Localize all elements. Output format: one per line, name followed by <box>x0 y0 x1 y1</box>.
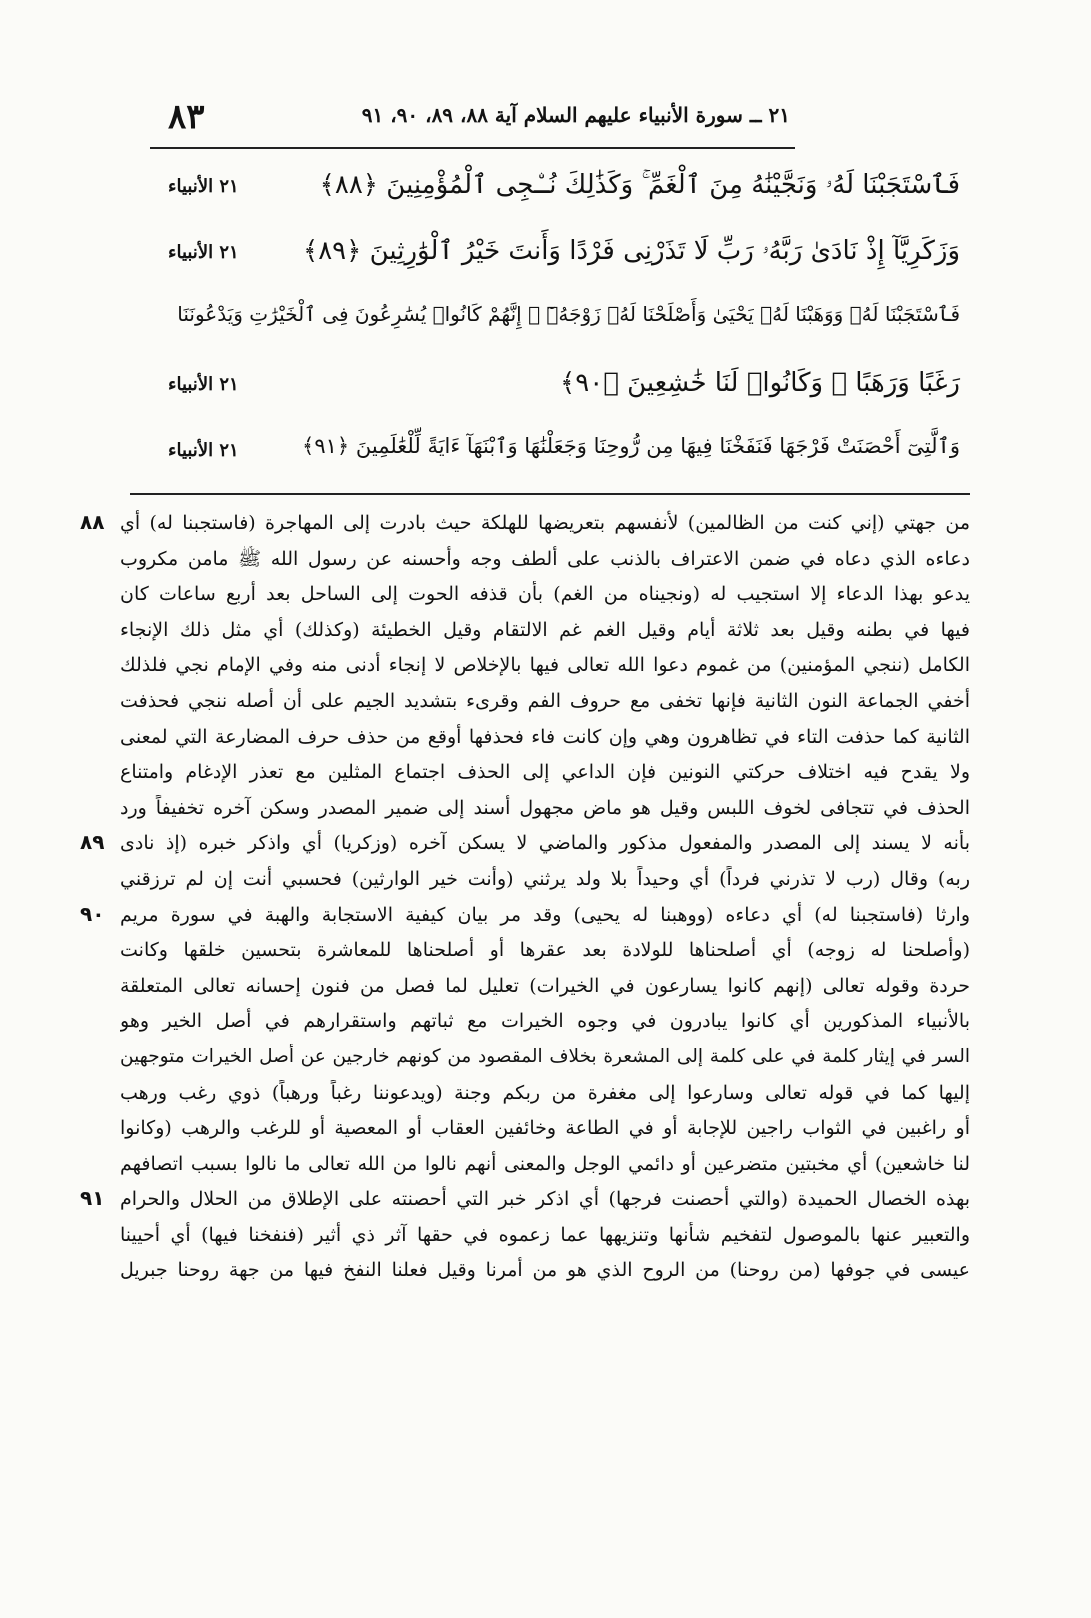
commentary-line <box>80 1182 970 1218</box>
commentary-text: من جهتي (إني كنت من الظالمين) لأنفسهم بتعريضها للهلكة حيث بادرت إلى المهاجرة (فاستجبنا له) أي <box>120 512 970 534</box>
commentary-line <box>80 898 970 934</box>
running-title: ٢١ ــ سورة الأنبياء عليهم السلام آية ٨٨، ٨٩، ٩٠، ٩١ <box>361 103 790 127</box>
commentary-text: الثانية كما حذفت التاء في تظاهرون وهي وإن كانت فاء فحذفها أوقع من حذف حرف المضارعة التي لمعنى <box>120 725 970 748</box>
verse-number-marker: ٨٩ <box>80 830 105 855</box>
commentary-line <box>80 862 970 898</box>
commentary-line <box>80 1004 970 1040</box>
commentary-line <box>80 755 970 791</box>
verse-number-marker: ٩١ <box>80 1186 105 1211</box>
commentary-line <box>80 1147 970 1183</box>
commentary-line <box>80 720 970 756</box>
commentary-text: الحذف في تتجافى لخوف اللبس وقيل هو ماض مجهول أسند إلى ضمير المصدر وسكن آخره تخفيفاً ورد <box>120 796 970 819</box>
commentary-text: إليها كما في قوله تعالى وسارعوا إلى مغفرة من ربكم وجنة (ويدعوننا رغباً ورهباً) ذوي رغب ورهب <box>120 1081 970 1104</box>
verse-line <box>150 358 960 424</box>
commentary-text: وارثا (فاستجبنا له) أي دعاءه (ووهبنا له يحيى) وقد مر بيان كيفية الاستجابة والهبة في سورة مريم <box>120 903 970 926</box>
section-divider <box>130 493 970 495</box>
commentary-text: بأنه لا يسند إلى المصدر والمفعول مذكور والماضي لا يسكن آخره (وزكريا) أي واذكر خبره (إذ نادى <box>120 832 970 855</box>
commentary-text: دعاءه الذي دعاه في ضمن الاعتراف بالذنب على ألطف وجه وأحسنه عن رسول الله ﷺ مامن مكروب <box>120 547 970 570</box>
commentary-line <box>80 506 970 542</box>
verse-line <box>150 226 960 292</box>
commentary-text: بالأنبياء المذكورين أي كانوا يبادرون في وجوه الخيرات مع ثباتهم واستقرارهم في أصل الخير وهو <box>120 1010 970 1033</box>
verse-reference: ٢١ الأنبياء <box>168 440 239 461</box>
verse-number-marker: ٩٠ <box>80 901 105 926</box>
commentary-line <box>80 791 970 827</box>
verse-text: وَٱلَّتِىٓ أَحْصَنَتْ فَرْجَهَا فَنَفَخْنَا فِيهَا مِن رُّوحِنَا وَجَعَلْنَٰهَا وَٱبْنَهَآ ءَايَةً لِّلْعَٰلَمِينَ ﴿٩١﴾ <box>302 434 960 458</box>
commentary-line <box>80 542 970 578</box>
commentary-line <box>80 933 970 969</box>
verse-reference: ٢١ الأنبياء <box>168 374 239 395</box>
commentary-line <box>80 1111 970 1147</box>
commentary-line <box>80 1040 970 1076</box>
commentary-text: (وأصلحنا له زوجه) أي أصلحناها للولادة بعد عقرها أو أصلحناها للمعاشرة بتحسين خلقها وكانت <box>120 939 970 962</box>
page-header <box>150 95 790 145</box>
commentary-line <box>80 577 970 613</box>
commentary-text: الكامل (ننجي المؤمنين) من غموم دعوا الله تعالى فيها بالإخلاص لا إنجاء أدنى منه وفي الإمام نجي فلذلك <box>120 654 970 677</box>
quran-verses <box>150 160 960 490</box>
verse-number-marker: ٨٨ <box>80 510 105 534</box>
commentary <box>80 506 970 1289</box>
verse-line <box>150 292 960 358</box>
page-number: ٨٣ <box>168 97 205 137</box>
verse-text: وَزَكَرِيَّآ إِذْ نَادَىٰ رَبَّهُۥ رَبِّ لَا تَذَرْنِى فَرْدًا وَأَنتَ خَيْرُ ٱلْوَٰرِثِينَ ﴿٨٩﴾ <box>302 236 960 266</box>
verse-reference: ٢١ الأنبياء <box>168 176 239 197</box>
verse-text: رَغَبًا وَرَهَبًا ۖ وَكَانُوا۟ لَنَا خَٰشِعِينَ ﴿٩٠﴾ <box>560 368 960 398</box>
commentary-text: أو راغبين في الثواب راجين للإجابة أو في الطاعة وخائفين العقاب أو المعصية أو للرغب والرهب (وكانوا <box>120 1117 970 1140</box>
verse-text: فَٱسْتَجَبْنَا لَهُۥ وَنَجَّيْنَٰهُ مِنَ ٱلْغَمِّ ۚ وَكَذَٰلِكَ نُـۨجِى ٱلْمُؤْمِنِينَ ﴿٨٨﴾ <box>319 170 960 200</box>
commentary-line <box>80 969 970 1005</box>
verse-line <box>150 424 960 490</box>
commentary-text: والتعبير عنها بالموصول لتفخيم شأنها وتنزيهها عما زعموه في حقها آثر ذي أثير (فنفخنا فيها) أي أحيينا <box>120 1223 970 1246</box>
commentary-text: السر في إيثار كلمة في على كلمة إلى المشعرة بخلاف المقصود من كونهم خارجين عن أصل الخيرات متوجهين <box>120 1045 970 1067</box>
commentary-text: أخفي الجماعة النون الثانية فإنها تخفى مع حروف الفم وقرىء بتشديد الجيم على أن أصله ننجي فحذفت <box>120 689 970 712</box>
commentary-line <box>80 613 970 649</box>
commentary-text: فيها في بطنه وقيل بعد ثلاثة أيام وقيل الغم غم الالتقام وقيل الخطيئة (وكذلك) أي مثل ذلك الإنجاء <box>120 618 970 641</box>
commentary-text: حردة وقوله تعالى (إنهم كانوا يسارعون في الخيرات) تعليل لما فصل من فنون إحسانه تعالى المتعلقة <box>120 974 970 997</box>
commentary-text: ربه) وقال (رب لا تذرني فرداً) أي وحيداً بلا ولد يرثني (وأنت خير الوارثين) فحسبي أنت إن لم ترزقني <box>120 867 970 890</box>
commentary-text: لنا خاشعين) أي مخبتين متضرعين أو دائمي الوجل والمعنى أنهم نالوا من الله تعالى ما نالوا بسبب اتصافهم <box>120 1152 970 1175</box>
verse-line <box>150 160 960 226</box>
commentary-text: يدعو بهذا الدعاء إلا استجيب له (ونجيناه من الغم) بأن قذفه الحوت إلى الساحل بعد أربع ساعات كان <box>120 583 970 606</box>
verse-reference: ٢١ الأنبياء <box>168 242 239 263</box>
verse-text: فَٱسْتَجَبْنَا لَهُۥ وَوَهَبْنَا لَهُۥ يَحْيَىٰ وَأَصْلَحْنَا لَهُۥ زَوْجَهُۥٓ ۚ إِنَّهُمْ كَانُوا۟ يُسَٰرِعُونَ فِى ٱلْخَيْرَٰتِ وَيَدْعُونَنَا <box>177 302 960 326</box>
commentary-line <box>80 684 970 720</box>
commentary-line <box>80 648 970 684</box>
commentary-text: ولا يقدح فيه اختلاف حركتي النونين فإن الداعي إلى الحذف اجتماع المثلين مع تعذر الإدغام وامتناع <box>120 761 970 784</box>
commentary-text: عيسى في جوفها (من روحنا) من الروح الذي هو من أمرنا وقيل فعلنا النفخ فيها من جهة روحنا جبريل <box>120 1259 970 1282</box>
commentary-text: بهذه الخصال الحميدة (والتي أحصنت فرجها) أي اذكر خبر التي أحصنته على الإطلاق من الحلال والحرام <box>120 1188 970 1211</box>
commentary-line <box>80 1253 970 1289</box>
commentary-line <box>80 1218 970 1254</box>
commentary-line <box>80 1076 970 1112</box>
commentary-line <box>80 826 970 862</box>
header-divider <box>150 147 795 149</box>
